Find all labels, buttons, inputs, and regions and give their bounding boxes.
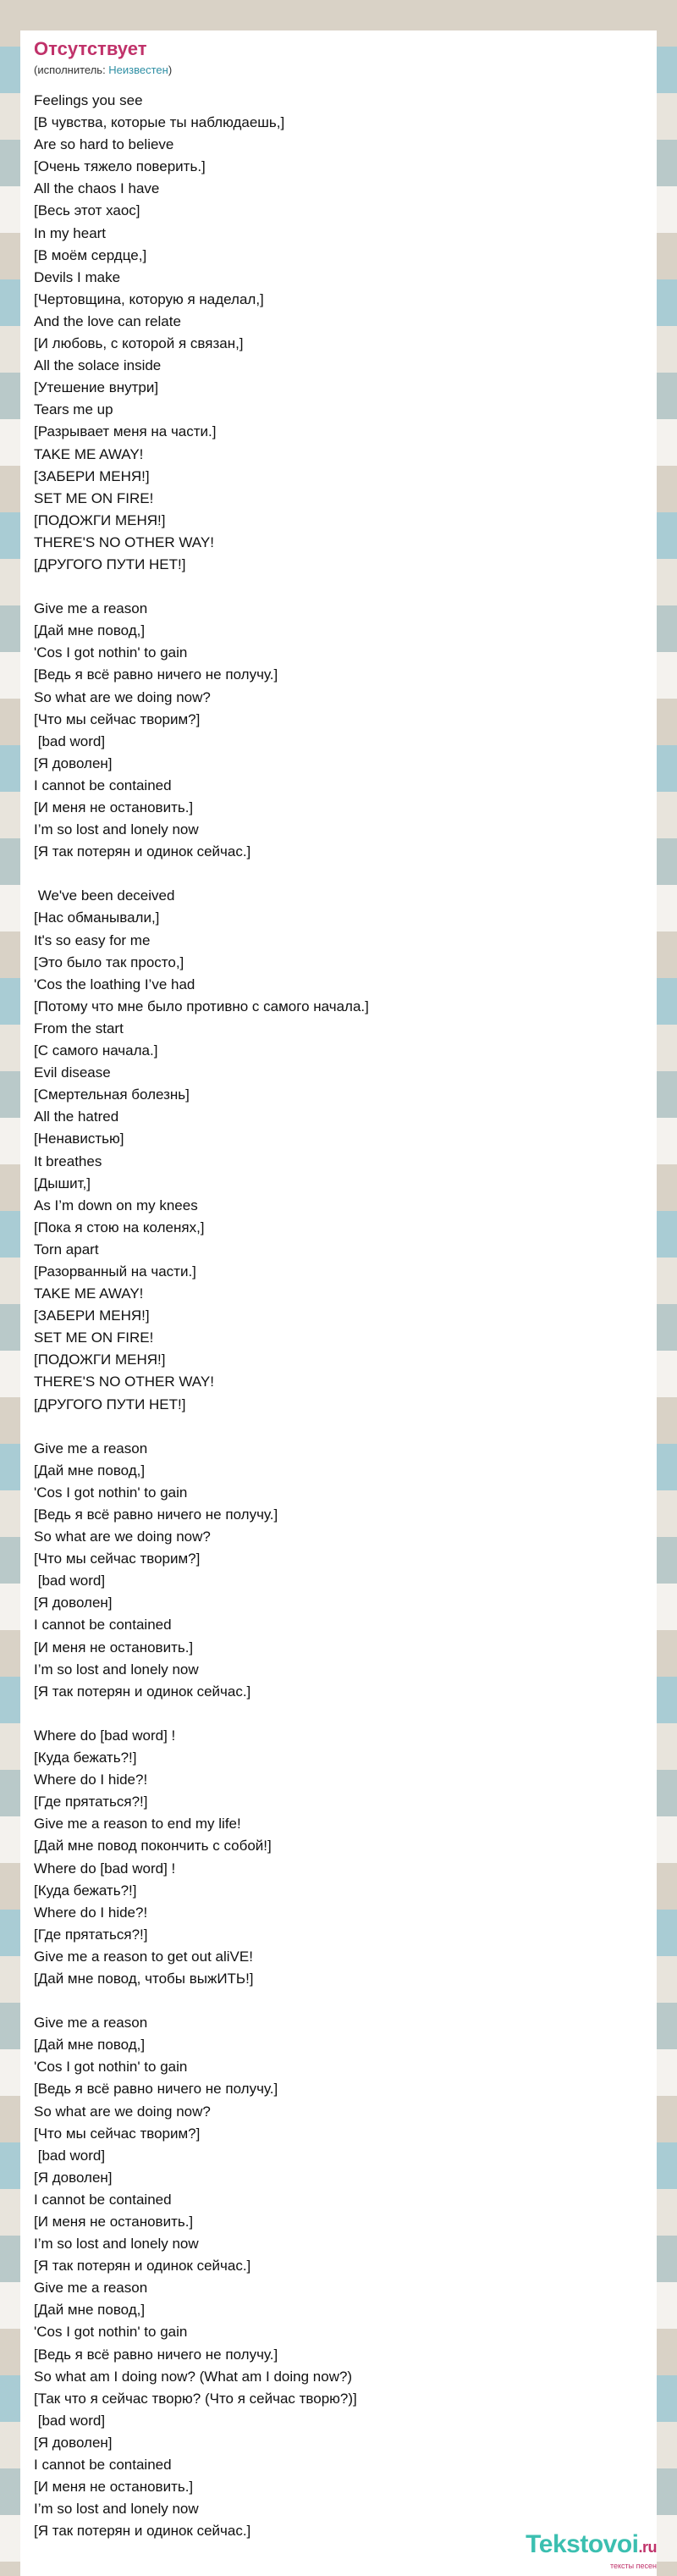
lyric-line: [Куда бежать?!]	[34, 1750, 137, 1766]
lyric-line: Give me a reason	[34, 2015, 148, 2032]
lyric-line: [Ведь я всё равно ничего не получу.]	[34, 2346, 278, 2363]
song-title: Отсутствует	[34, 38, 147, 59]
lyric-line: SET ME ON FIRE!	[34, 1329, 154, 1346]
lyric-line: I’m so lost and lonely now	[34, 1661, 199, 1678]
lyric-line: [Что мы сейчас творим?]	[34, 2125, 201, 2142]
stanza-break	[34, 576, 643, 598]
lyric-line: All the hatred	[34, 1108, 119, 1125]
lyric-line: As I’m down on my knees	[34, 1197, 198, 1213]
lyric-line: Give me a reason to end my life!	[34, 1816, 241, 1832]
lyric-line: [Ведь я всё равно ничего не получу.]	[34, 1506, 278, 1523]
lyric-line: Where do [bad word] !	[34, 1727, 176, 1744]
lyric-line: Give me a reason	[34, 600, 148, 617]
lyric-line: [И меня не остановить.]	[34, 799, 194, 815]
lyric-line: [Я так потерян и одинок сейчас.]	[34, 2258, 251, 2275]
stanza-break	[34, 1703, 643, 1725]
lyric-line: [bad word]	[34, 1573, 106, 1589]
lyric-line: [И меня не остановить.]	[34, 2479, 194, 2496]
lyric-line: [ЗАБЕРИ МЕНЯ!]	[34, 467, 150, 484]
lyric-line: [С самого начала.]	[34, 1042, 158, 1059]
lyric-line: It breathes	[34, 1153, 102, 1169]
logo-wordmark	[526, 2532, 657, 2560]
lyric-line: [Где прятаться?!]	[34, 1794, 148, 1810]
site-logo[interactable]	[526, 2532, 657, 2570]
lyric-line: Torn apart	[34, 1241, 99, 1258]
lyric-line: [Я так потерян и одинок сейчас.]	[34, 1683, 251, 1700]
lyric-line: So what are we doing now?	[34, 1528, 211, 1545]
lyric-line: I’m so lost and lonely now	[34, 2236, 199, 2253]
lyric-line: 'Cos I got nothin' to gain	[34, 1484, 188, 1501]
artist-link[interactable]: Неизвестен	[108, 64, 168, 76]
lyric-line: All the solace inside	[34, 357, 162, 374]
lyric-line: THERE'S NO OTHER WAY!	[34, 533, 214, 550]
lyric-line: Evil disease	[34, 1064, 111, 1081]
logo-tagline: тексты песен	[609, 2562, 657, 2570]
lyric-line: [Ведь я всё равно ничего не получу.]	[34, 2081, 278, 2098]
lyric-line: [Я доволен]	[34, 1595, 113, 1611]
lyric-line: [И меня не остановить.]	[34, 1639, 194, 1656]
lyrics-body	[34, 90, 643, 2542]
lyric-line: Where do [bad word] !	[34, 1860, 176, 1877]
artist-prefix: (исполнитель:	[34, 64, 109, 76]
lyric-line: [Это было так просто,]	[34, 954, 184, 970]
lyric-line: Give me a reason to get out aliVE!	[34, 1948, 253, 1965]
lyric-line: [Дай мне повод,]	[34, 2037, 146, 2054]
lyric-line: THERE'S NO OTHER WAY!	[34, 1374, 214, 1390]
lyric-line: I cannot be contained	[34, 2457, 172, 2474]
logo-word: Tekstovoi	[526, 2530, 639, 2558]
lyric-line: [Разорванный на части.]	[34, 1263, 196, 1280]
lyric-line: [Дай мне повод,]	[34, 2302, 146, 2319]
lyric-line: Feelings you see	[34, 92, 143, 108]
artist-suffix: )	[168, 64, 173, 76]
lyric-line: [Что мы сейчас творим?]	[34, 710, 201, 727]
stanza-break	[34, 863, 643, 885]
lyric-line: So what are we doing now?	[34, 2103, 211, 2120]
lyric-line: All the chaos I have	[34, 180, 160, 197]
lyric-line: [В моём сердце,]	[34, 246, 147, 263]
lyric-line: In my heart	[34, 224, 107, 241]
stanza-break	[34, 1416, 643, 1438]
lyric-line: TAKE ME AWAY!	[34, 445, 144, 462]
lyric-line: [bad word]	[34, 2147, 106, 2164]
lyric-line: [Очень тяжело поверить.]	[34, 158, 206, 175]
lyric-line: We've been deceived	[34, 887, 175, 904]
lyric-line: [И любовь, с которой я связан,]	[34, 335, 244, 352]
lyric-line: Give me a reason	[34, 1440, 148, 1457]
lyric-line: So what are we doing now?	[34, 688, 211, 705]
lyric-line: [Дай мне повод, чтобы выжИТЬ!]	[34, 1970, 254, 1987]
lyric-line: [Нас обманывали,]	[34, 909, 160, 926]
lyric-line: [Я доволен]	[34, 2169, 113, 2186]
lyric-line: [Утешение внутри]	[34, 379, 159, 396]
stanza-break	[34, 1990, 643, 2012]
lyric-line: Are so hard to believe	[34, 136, 174, 153]
lyric-line: I cannot be contained	[34, 2191, 172, 2208]
lyric-line: [ДРУГОГО ПУТИ НЕТ!]	[34, 556, 186, 572]
lyric-line: [В чувства, которые ты наблюдаешь,]	[34, 114, 285, 131]
lyric-line: [Что мы сейчас творим?]	[34, 1551, 201, 1567]
lyric-line: [Ведь я всё равно ничего не получу.]	[34, 666, 278, 683]
lyric-line: [Смертельная болезнь]	[34, 1086, 190, 1103]
lyric-line: [Так что я сейчас творю? (Что я сейчас творю?)]	[34, 2390, 357, 2407]
lyric-line: Tears me up	[34, 401, 113, 418]
lyric-line: [И меня не остановить.]	[34, 2214, 194, 2230]
lyric-line: [Дай мне повод,]	[34, 622, 146, 639]
lyric-line: [Где прятаться?!]	[34, 1926, 148, 1943]
lyric-line: It's so easy for me	[34, 931, 151, 948]
lyric-line: Give me a reason	[34, 2280, 148, 2297]
lyric-line: 'Cos I got nothin' to gain	[34, 644, 188, 661]
lyric-line: [Дышит,]	[34, 1175, 91, 1191]
lyric-line: So what am I doing now? (What am I doing now?)	[34, 2368, 353, 2385]
lyric-line: [Я так потерян и одинок сейчас.]	[34, 2523, 251, 2540]
lyric-line: I’m so lost and lonely now	[34, 2501, 199, 2518]
lyric-line: [Я так потерян и одинок сейчас.]	[34, 843, 251, 860]
lyric-line: Devils I make	[34, 268, 121, 285]
lyric-line: [Чертовщина, которую я наделал,]	[34, 290, 264, 307]
lyric-line: [Разрывает меня на части.]	[34, 423, 217, 440]
lyric-line: [Дай мне повод покончить с собой!]	[34, 1838, 272, 1855]
lyric-line: 'Cos I got nothin' to gain	[34, 2324, 188, 2341]
logo-tld: .ru	[638, 2539, 657, 2556]
lyric-line: [Я доволен]	[34, 2434, 113, 2451]
artist-line	[34, 63, 643, 78]
lyric-line: [Я доволен]	[34, 755, 113, 771]
lyric-line: [ЗАБЕРИ МЕНЯ!]	[34, 1307, 150, 1324]
lyric-line: [Потому что мне было противно с самого начала.]	[34, 998, 369, 1014]
lyric-line: I cannot be contained	[34, 777, 172, 793]
lyric-line: [bad word]	[34, 732, 106, 749]
lyric-line: [Дай мне повод,]	[34, 1462, 146, 1479]
song-header	[34, 37, 643, 78]
lyric-line: [Пока я стою на коленях,]	[34, 1219, 205, 1235]
lyric-line: 'Cos I got nothin' to gain	[34, 2059, 188, 2076]
lyric-line: [bad word]	[34, 2412, 106, 2429]
lyric-line: From the start	[34, 1020, 124, 1036]
lyric-line: [ДРУГОГО ПУТИ НЕТ!]	[34, 1396, 186, 1412]
lyric-line: I’m so lost and lonely now	[34, 821, 199, 838]
lyric-line: [ПОДОЖГИ МЕНЯ!]	[34, 1352, 166, 1368]
lyric-line: TAKE ME AWAY!	[34, 1285, 144, 1302]
lyric-line: [Весь этот хаос]	[34, 202, 140, 219]
lyric-line: [ПОДОЖГИ МЕНЯ!]	[34, 511, 166, 528]
lyric-line: SET ME ON FIRE!	[34, 489, 154, 506]
lyric-line: 'Cos the loathing I’ve had	[34, 976, 195, 992]
lyric-line: I cannot be contained	[34, 1617, 172, 1633]
lyric-line: Where do I hide?!	[34, 1904, 148, 1921]
lyric-line: [Ненавистью]	[34, 1130, 124, 1147]
lyric-line: Where do I hide?!	[34, 1772, 148, 1788]
lyric-line: [Куда бежать?!]	[34, 1882, 137, 1899]
lyric-line: And the love can relate	[34, 312, 181, 329]
